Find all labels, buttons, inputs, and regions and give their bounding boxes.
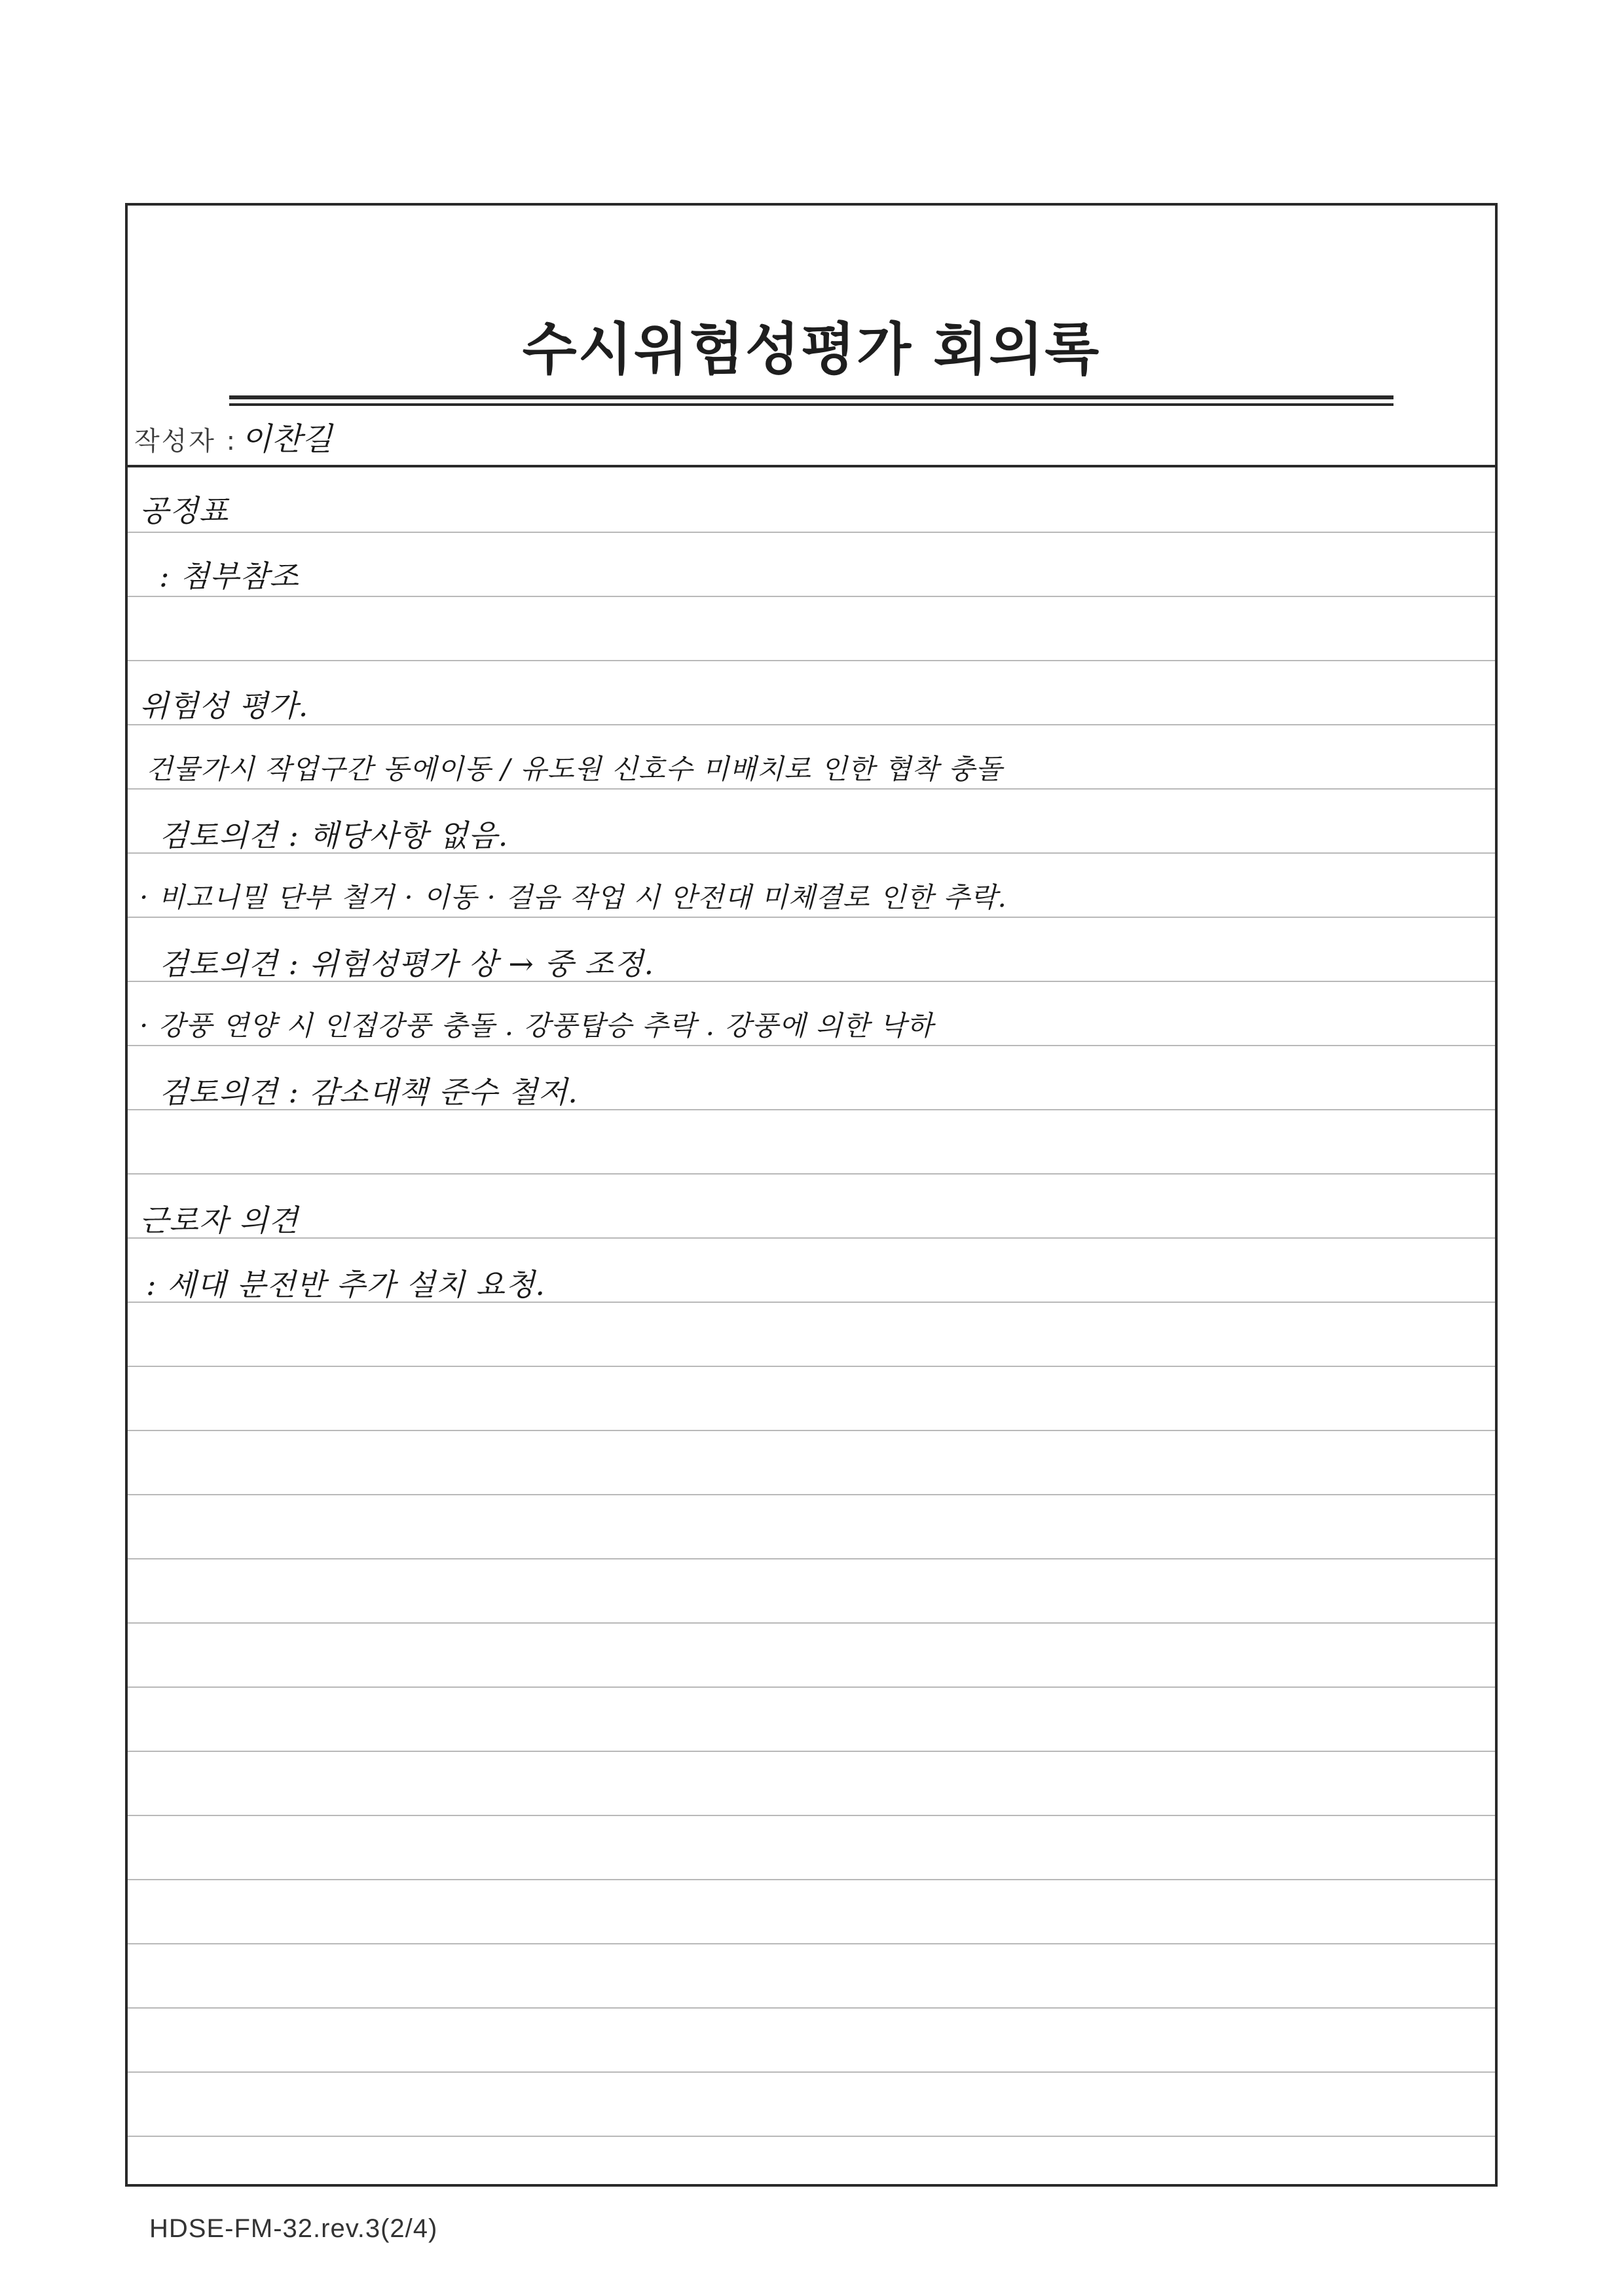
ruled-line [128, 1045, 1495, 1046]
ruled-line [128, 1622, 1495, 1624]
ruled-line [128, 788, 1495, 790]
process-note: : 첨부참조 [159, 558, 299, 594]
ruled-line [128, 2007, 1495, 2009]
ruled-line [128, 1751, 1495, 1752]
ruled-line [128, 1366, 1495, 1367]
meeting-minutes-form [125, 203, 1498, 2187]
risk-item-3: · 강풍 연양 시 인접강풍 충돌 . 강풍탑승 추락 . 강풍에 의한 낙하 [139, 1010, 934, 1042]
ruled-line [128, 532, 1495, 533]
ruled-line [128, 1173, 1495, 1175]
risk-item-2: · 비고니밀 단부 철거 · 이동 · 걸음 작업 시 안전대 미체결로 인한 추락. [139, 881, 1007, 913]
review-3: 검토의견 : 감소대책 준수 철저. [159, 1074, 578, 1110]
ruled-line [128, 1237, 1495, 1239]
ruled-line [128, 660, 1495, 661]
ruled-line [128, 1943, 1495, 1944]
risk-heading: 위험성 평가. [139, 688, 309, 723]
author-label: 작성자 : [134, 426, 238, 456]
process-heading: 공정표 [139, 493, 229, 528]
ruled-line [128, 1686, 1495, 1688]
worker-heading: 근로자 의견 [139, 1203, 299, 1238]
ruled-line [128, 1815, 1495, 1816]
author-name: 이찬길 [241, 421, 333, 458]
form-code: HDSE-FM-32.rev.3(2/4) [149, 2214, 438, 2243]
header-divider [128, 465, 1495, 467]
ruled-line [128, 917, 1495, 918]
ruled-line [128, 724, 1495, 725]
review-1: 검토의견 : 해당사항 없음. [159, 818, 509, 853]
ruled-line [128, 2136, 1495, 2137]
ruled-line [128, 596, 1495, 597]
form-title: 수시위험성평가 회의록 [522, 317, 1101, 382]
ruled-line [128, 2071, 1495, 2073]
title-double-rule [229, 395, 1393, 406]
worker-note: : 세대 분전반 추가 설치 요청. [146, 1267, 546, 1302]
ruled-line [128, 1494, 1495, 1495]
ruled-line [128, 1879, 1495, 1880]
author-row [134, 414, 332, 459]
ruled-line [128, 1558, 1495, 1559]
risk-item-1: 건물가시 작업구간 동에이동 / 유도원 신호수 미배치로 인한 협착 충돌 [146, 753, 1003, 785]
review-2: 검토의견 : 위험성평가 상 → 중 조정. [159, 946, 655, 981]
ruled-line [128, 1430, 1495, 1431]
